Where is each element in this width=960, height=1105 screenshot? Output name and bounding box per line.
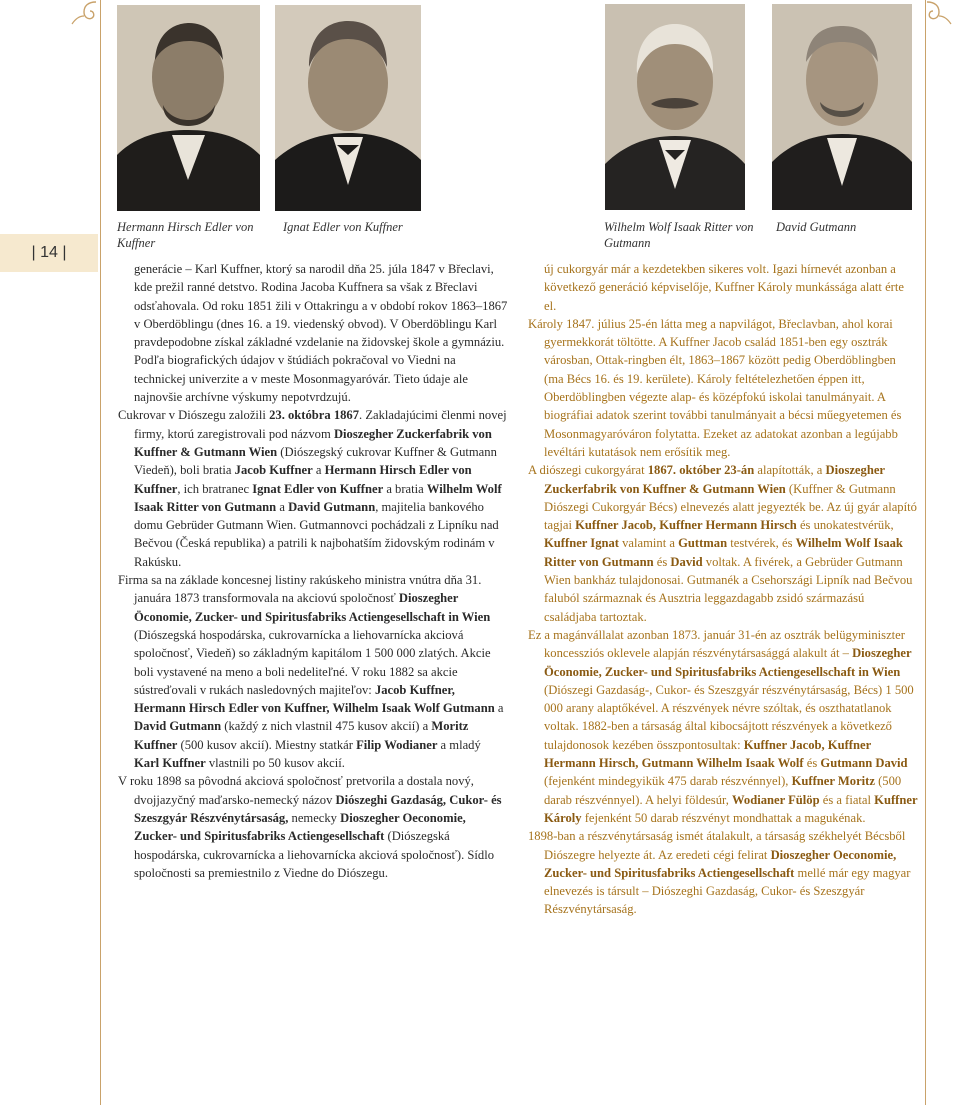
slovak-paragraph: Firma sa na základe koncesnej listiny rakúskeho ministra vnútra dňa 31. januára 1873 transformovala na akciovú spoločnosť Dioszegher Öconomie, Zucker- und Spiritusfabriks Actiengesellschaft in Wien (Diószegská hospodárska, cukrovarnícka a liehovarnícka akciová spoločnosť, Viedeň) so základným kapitálom 1 500 000 zlatých. Akcie boli vystavené na meno a boli nedeliteľné. V roku 1882 sa akcie sústreďovali v rukách nasledovných majiteľov: Jacob Kuffner, Hermann Hirsch Edler von Kuffner, Wilhelm Isaak Wolf Gutmann a David Gutmann (každý z nich vlastnil 475 kusov akcií) a Moritz Kuffner (500 kusov akcií). Miestny statkár Filip Wodianer a mladý Karl Kuffner vlastnili po 50 kusov akcií. [118, 573, 504, 771]
portrait-wilhelm-icon [605, 4, 745, 210]
slovak-paragraph: Cukrovar v Diószegu založili 23. októbra 1867. Zakladajúcimi členmi novej firmy, ktorú zaregistrovali pod názvom Dioszegher Zuckerfabrik von Kuffner & Gutmann Wien (Diószegský cukrovar Kuffner & Gutmann Viedeň), boli bratia Jacob Kuffner a Hermann Hirsch Edler von Kuffner, ich bratranec Ignat Edler von Kuffner a bratia Wilhelm Wolf Isaak Ritter von Gutmann a David Gutmann, majitelia bankového domu Gebrüder Gutmann Wien. Gutmannovci pochádzali z Lipníku nad Bečvou (Česká republika) a patrili k najbohatším židovským rodinám v Rakúsku. [118, 408, 507, 569]
page-number: | 14 | [0, 234, 98, 272]
portrait-ignat-icon [275, 5, 421, 211]
slovak-paragraph: generácie – Karl Kuffner, ktorý sa narodil dňa 25. júla 1847 v Břeclavi, kde prežil ranné detstvo. Rodina Jacoba Kuffnera sa však z Břeclavi odsťahovala. Od roku 1851 žili v Ottakringu a v období rokov 1863–1867 v Oberdöblingu (dnes 16. a 19. viedenský obvod). V Oberdöblingu Karl pravdepodobne získal základné vzdelanie na židovskej škole a gymnáziu. Podľa biografických údajov v štúdiách pokračoval vo Viedni na technickej univerzite a v meste Mosonmagyaróvár. Tieto údaje ale najnovšie archívne výskumy nepotvrdzujú. [134, 262, 508, 405]
slovak-paragraph: V roku 1898 sa pôvodná akciová spoločnosť pretvorila a dostala nový, dvojjazyčný maďarsko-nemecký názov Diószeghi Gazdaság, Cukor- és Szeszgyár Részvénytársaság, nemecky Dioszegher Oeconomie, Zucker- und Spiritusfabriks Actiengesellschaft (Diószegská hospodárska, cukrovarnícka a liehovarnícka akciová spoločnosť). Sídlo spoločnosti sa premiestnilo z Viedne do Diószegu. [118, 774, 502, 880]
hungarian-paragraph: új cukorgyár már a kezdetekben sikeres volt. Igazi hírnevét azonban a következő generáció képviselője, Kuffner Károly munkássága alatt érte el. [544, 262, 904, 313]
caption-hermann: Hermann Hirsch Edler von Kuffner [117, 220, 254, 250]
hungarian-paragraph: Károly 1847. július 25-én látta meg a napvilágot, Břeclavban, ahol korai gyermekkorát töltötte. A Kuffner Jacob család 1851-ben egy osztrák városban, Ottak-ringben élt, 1863–1867 között pedig Oberdöblingben (ma Bécs 16. és 19. kerülete). Károly feltételezhetően éppen itt, Oberdöblingben végezte alap- és középfokú iskolai tanulmányait. A biográfiai adatok szerint további tanulmányait a bécsi műegyetemen és Mosonmagyaróváron folytatta. Ezeket az adatokat azonban a legújabb levéltári kutatások nem erősítik meg. [528, 316, 902, 459]
caption-ignat: Ignat Edler von Kuffner [283, 220, 403, 234]
caption-wilhelm: Wilhelm Wolf Isaak Ritter von Gutmann [604, 220, 754, 250]
corner-ornament-icon [925, 0, 957, 26]
portrait-david-icon [772, 4, 912, 210]
hungarian-paragraph: 1898-ban a részvénytársaság ismét átalakult, a társaság székhelyét Bécsből Diószegre helyezte át. Az eredeti cégi felirat Dioszegher Oeconomie, Zucker- und Spiritusfabriks Actiengesellschaft mellé már egy magyar elnevezés is társult – Diószeghi Gazdaság, Cukor- és Szeszgyár Részvénytársaság. [528, 829, 911, 917]
hungarian-column [528, 260, 918, 919]
right-frame-line [925, 0, 926, 1105]
hungarian-paragraph: A diószegi cukorgyárat 1867. október 23-án alapították, a Dioszegher Zuckerfabrik von Kuffner & Gutmann Wien (Kuffner & Gutmann Diószegi Cukorgyár Bécs) elnevezés alatt jegyezték be. Az új gyár alapító tagjai Kuffner Jacob, Kuffner Hermann Hirsch és unokatestvérük, Kuffner Ignat valamint a Guttman testvérek, és Wilhelm Wolf Isaak Ritter von Gutmann és David voltak. A fivérek, a Gebrüder Gutmann Wien bankház tulajdonosai. Gutmanék a Csehországi Lipník nad Bečvou faluból származnak és Ausztria leggazdagabb zsidó származású családjaba tartoztak. [528, 463, 917, 624]
left-frame-line [100, 0, 101, 1105]
caption-david: David Gutmann [776, 220, 857, 234]
hungarian-paragraph: Ez a magánvállalat azonban 1873. január 31-én az osztrák belügyminiszter koncessziós oklevele alapján részvénytársasággá alakult át – Dioszegher Öconomie, Zucker- und Spiritusfabriks Actiengesellschaft in Wien (Diószegi Gazdaság-, Cukor- és Szeszgyár részvénytársaság, Bécs) 1 500 000 arany alaptőkével. A részvények névre szóltak, és oszthatatlanok voltak. 1882-ben a társaság által kibocsájtott részvények a következő tulajdonosok kezében összpontosultak: Kuffner Jacob, Kuffner Hermann Hirsch, Gutmann Wilhelm Isaak Wolf és Gutmann David (fejenként mindegyikük 475 darab részvénnyel), Kuffner Moritz (500 darab részvénnyel). A helyi földesúr, Wodianer Fülöp és a fiatal Kuffner Károly fejenként 50 darab részvényt mondhattak a magukénak. [528, 627, 918, 825]
portrait-hermann-icon [117, 5, 260, 211]
corner-ornament-icon [66, 0, 98, 26]
slovak-column [118, 260, 508, 882]
